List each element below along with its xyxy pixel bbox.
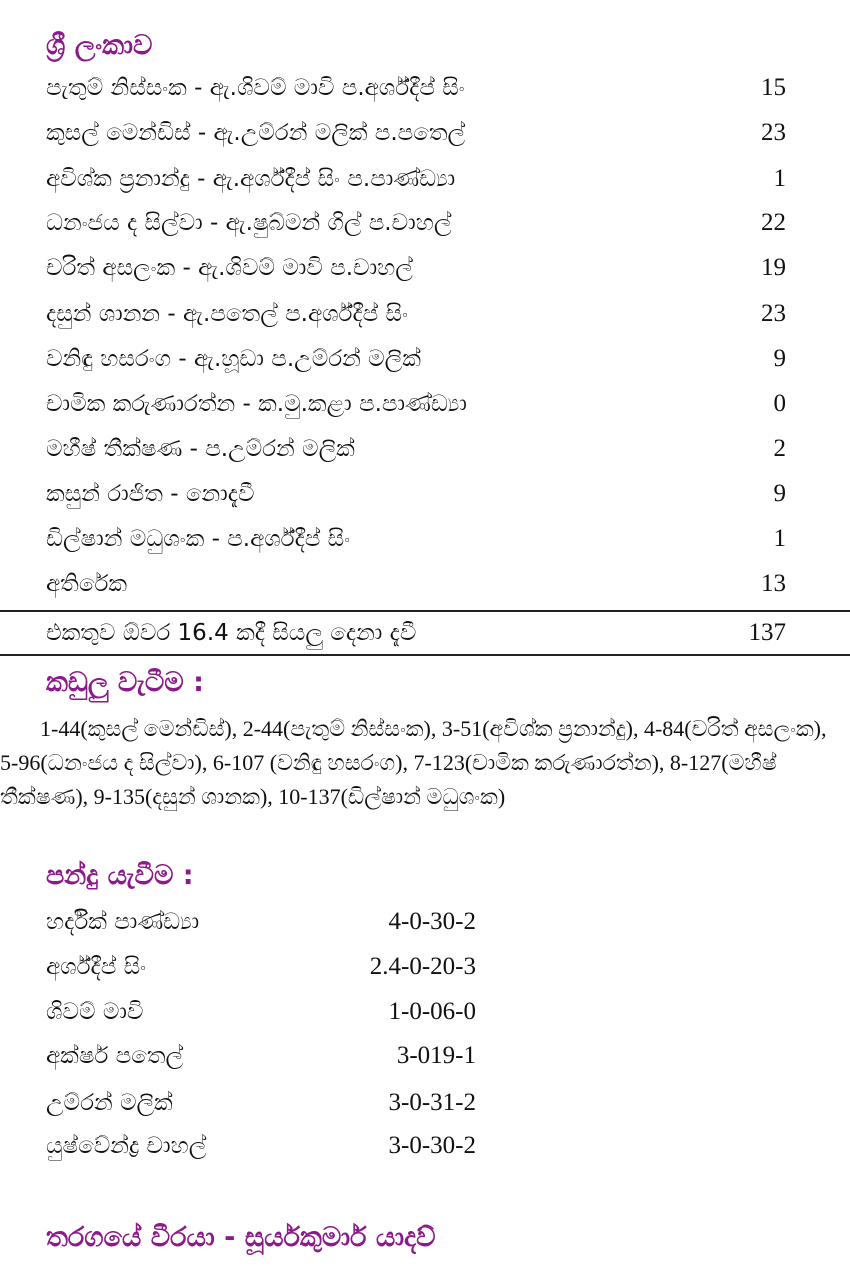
bowler-figures: 4-0-30-2 (388, 908, 476, 935)
batter-dismissal: අවිශ්ක ප්‍රනාන්දු - ඇ.අර්ශ්දීප් සිං ප.පාණ්ඩ්‍යා (46, 166, 456, 192)
batter-dismissal: දසුන් ශානන - ඇ.පතෙල් ප.අර්ශ්දීප් සිං (46, 301, 408, 327)
batting-row (46, 384, 786, 424)
batter-runs: 23 (761, 119, 786, 146)
batter-dismissal: පැතුම් නිස්සංක - ඇ.ශිවම් මාවි ප.අර්ශ්දීප් සිං (46, 75, 465, 101)
batting-row (46, 294, 786, 334)
batter-dismissal: ඩිල්ෂාන් මධුශංක - ප.අර්ශ්දීප් සිං (46, 526, 351, 552)
batter-runs: 1 (773, 525, 786, 552)
bowling-heading: පන්දු යැවීම : (46, 860, 194, 891)
batting-row (46, 203, 786, 243)
batting-row (46, 474, 786, 514)
batter-runs: 2 (773, 435, 786, 462)
bowler-name: අක්ෂර් පතෙල් (46, 1043, 184, 1069)
bowler-name: ශිවම් මාවි (46, 999, 144, 1025)
batter-dismissal: වනිඳු හසරංග - ඇ.හූඩා ප.උම්රන් මලික් (46, 346, 421, 372)
team-heading: ශ්‍රී ලංකාව (46, 30, 153, 61)
fow-heading: කඩුලු වැටීම : (46, 667, 204, 698)
bowler-figures: 2.4-0-20-3 (369, 953, 476, 980)
batter-dismissal: චරිත් අසලංක - ඇ.ශිවම් මාවි ප.චාහල් (46, 255, 413, 281)
batter-dismissal: ධනංජය ද සිල්වා - ඇ.ෂුබ්මන් ගිල් ප.චාහල් (46, 210, 452, 236)
bowler-name: යුෂ්වේන්ද්‍ර චාහල් (46, 1133, 207, 1159)
batter-runs: 0 (773, 390, 786, 417)
total-bottom-divider (0, 654, 850, 656)
batter-dismissal: කසුන් රාජිත - නොදැවී (46, 481, 255, 507)
batter-runs: 15 (761, 74, 786, 101)
batter-runs: 1 (773, 165, 786, 192)
extras-label: අතිරේක (46, 571, 128, 597)
batter-dismissal: කුසල් මෙන්ඩිස් - ඇ.උම්රන් මලික් ප.පතෙල් (46, 120, 466, 146)
batter-runs: 22 (761, 209, 786, 236)
extras-runs: 13 (761, 570, 786, 597)
bowler-figures: 1-0-06-0 (388, 998, 476, 1025)
batting-row (46, 113, 786, 153)
bowling-row (46, 947, 476, 987)
extras-row (46, 564, 786, 604)
bowling-row (46, 1036, 476, 1076)
man-of-the-match: තරගයේ වීරයා - සූර්යකුමාර් යාදව් (46, 1222, 436, 1253)
batter-dismissal: චාමික කරුණාරත්න - ක.මු.කළා ප.පාණ්ඩ්‍යා (46, 391, 467, 417)
bowler-figures: 3-019-1 (396, 1042, 476, 1069)
bowler-figures: 3-0-30-2 (388, 1132, 476, 1159)
batting-row (46, 519, 786, 559)
total-label: එකතුව ඕවර 16.4 කදී සියලු දෙනා දැවී (46, 620, 417, 646)
batting-row (46, 159, 786, 199)
bowling-row (46, 902, 476, 942)
bowling-row (46, 1083, 476, 1123)
batting-row (46, 429, 786, 469)
total-row (46, 613, 786, 653)
batter-runs: 9 (773, 345, 786, 372)
bowler-name: හර්දික් පාණ්ඩ්‍යා (46, 909, 200, 935)
batting-row (46, 248, 786, 288)
bowling-row (46, 1126, 476, 1166)
total-top-divider (0, 610, 850, 612)
bowler-name: අර්ශ්දීප් සිං (46, 954, 146, 980)
batter-runs: 19 (761, 254, 786, 281)
fall-of-wickets-text: 1-44(කුසල් මෙන්ඩිස්), 2-44(පැතුම් නිස්සංක), 3-51(අවිශ්ක ප්‍රනාන්දු), 4-84(චරිත් අසලංක), 5-96(ධනංජය ද සිල්වා), 6-107 (වනිඳු හසරංග), 7-123(චාමික කරුණාරත්න), 8-127(මහීෂ් තීක්ෂණ), 9-135(දසුන් ශානක), 10-137(ඩිල්ෂාන් මධුශංක) (0, 716, 827, 809)
batting-row (46, 68, 786, 108)
total-runs: 137 (748, 619, 786, 646)
batter-runs: 23 (761, 300, 786, 327)
bowling-row (46, 992, 476, 1032)
batter-dismissal: මහීෂ් තීක්ෂණ - ප.උම්රන් මලික් (46, 436, 355, 462)
batting-row (46, 339, 786, 379)
bowler-figures: 3-0-31-2 (388, 1089, 476, 1116)
bowler-name: උම්රන් මලික් (46, 1090, 173, 1116)
batter-runs: 9 (773, 480, 786, 507)
